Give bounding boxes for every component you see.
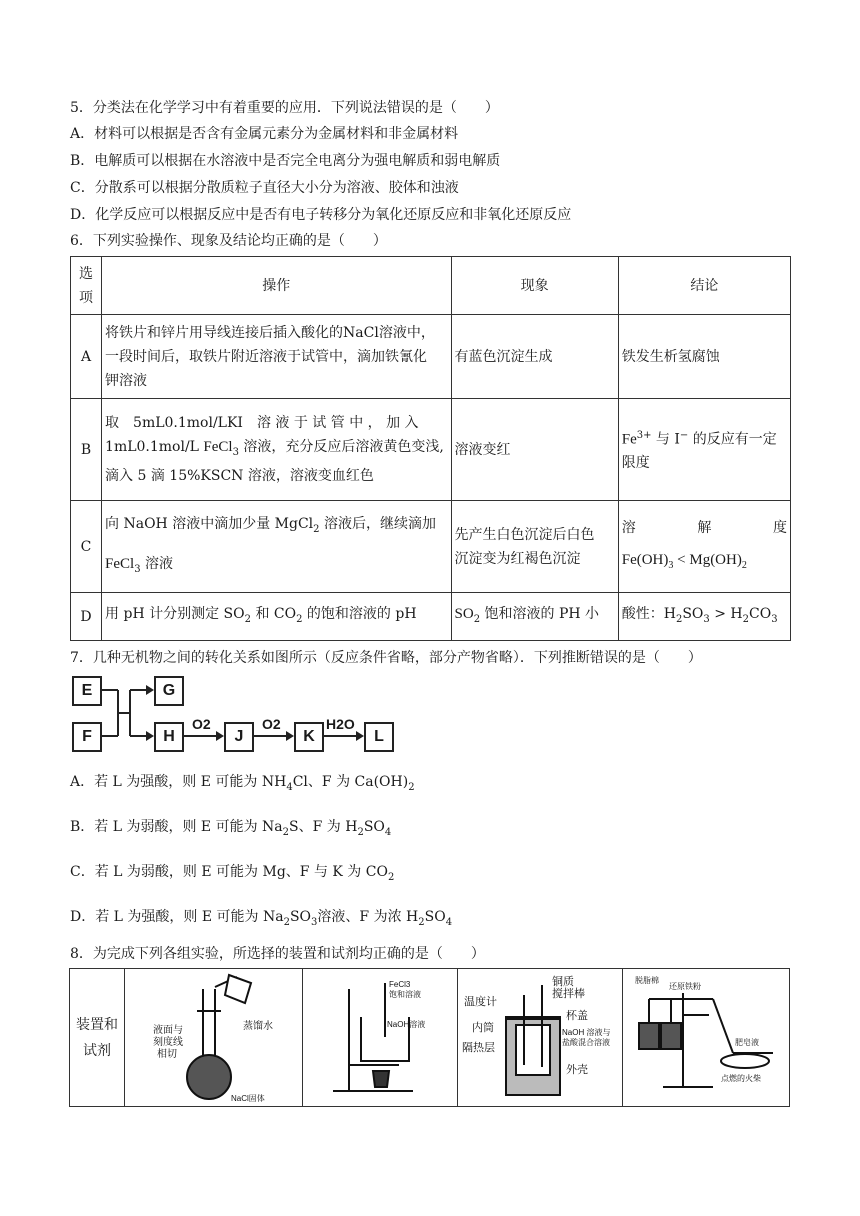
fig2-label-2: 饱和溶液 [389, 990, 421, 999]
q7-a-t1: A．若 L 为强酸，则 E 可能为 NH [70, 774, 287, 790]
q6-row-c-op-text: 向 NaOH 溶液中滴加少量 MgCl [105, 515, 314, 532]
q6-row-b-charge-i: − [679, 429, 689, 441]
q6-row-b-op-line3: 滴入 5 滴 15%KSCN 溶液，溶液变血红色 [105, 468, 374, 485]
q6-row-d-c2: 2 [675, 613, 683, 625]
q6-header-row [71, 257, 791, 315]
q6-row-d-c8: 3 [771, 613, 778, 625]
q6-header-conclusion: 结论 [618, 257, 790, 315]
q8-label-line1: 装置和 [76, 1016, 118, 1033]
q6-row-c-formula2: < Mg(OH) [673, 551, 742, 568]
fig1-label-1: 液面与 [153, 1025, 183, 1036]
q7-label-o2-first: O2 [192, 716, 211, 732]
fig4-label-1: 脱脂棉 [635, 976, 659, 985]
q7-b-t1: B．若 L 为弱酸，则 E 可能为 Na [70, 819, 283, 835]
q6-row-d-c1: 酸性：H [621, 605, 676, 622]
q6-row-b-op-line2 [105, 435, 447, 465]
q6-row-b-subscript: 3 [232, 446, 239, 458]
fig3-label-9: 盐酸混合溶液 [562, 1038, 610, 1047]
q6-row-c-conc-line2 [622, 548, 787, 578]
q7-box-j: J [224, 722, 254, 752]
q6-row-d [71, 593, 791, 641]
q7-box-g: G [154, 676, 184, 706]
fig3-label-6: 隔热层 [462, 1042, 495, 1054]
fig3-label-4: 杯盖 [566, 1010, 588, 1022]
q6-row-c-op-text3: 溶液 [140, 555, 174, 572]
q7-b-s2: 2 [357, 826, 364, 838]
q7-d-s4: 4 [445, 916, 453, 928]
q6-header-option-line2: 项 [79, 289, 94, 306]
q7-box-k: K [294, 722, 324, 752]
iron-steam-figure [623, 969, 789, 1106]
fig4-label-3: 肥皂液 [735, 1038, 759, 1047]
q7-option-d [70, 907, 452, 933]
fig3-label-1: 温度计 [464, 996, 497, 1008]
q6-row-b-op-text: 1mL0.1mol/L [105, 438, 204, 455]
fig3-label-3: 搅拌棒 [552, 988, 585, 1000]
q6-row-d-conclusion [618, 593, 790, 641]
q7-d-t4: SO [424, 909, 446, 925]
q6-row-b-conclusion [618, 399, 790, 501]
q6-stem: 6．下列实验操作、现象及结论均正确的是（ ） [70, 233, 387, 249]
q6-row-c-ph-line2: 沉淀变为红褐色沉淀 [454, 550, 581, 567]
fig1-label-3: 相切 [157, 1049, 177, 1060]
q7-label-o2-second: O2 [262, 716, 281, 732]
beaker-heating-figure [303, 969, 457, 1106]
q7-b-s1: 2 [282, 826, 290, 838]
q7-box-e: E [72, 676, 102, 706]
q6-row-a-op-line1: 将铁片和锌片用导线连接后插入酸化的NaCl溶液中， [105, 324, 435, 341]
q6-row-d-c7: CO [749, 605, 772, 622]
q5-option-c: C．分散系可以根据分散质粒子直径大小分为溶液、胶体和浊液 [70, 180, 459, 196]
q6-row-b-charge-fe: 3+ [636, 429, 652, 441]
fig3-label-7: 外壳 [566, 1064, 588, 1076]
q7-option-a [70, 772, 415, 798]
q8-apparatus-4 [623, 969, 790, 1107]
q8-apparatus-3 [458, 969, 623, 1107]
q6-row-c-sub1: 3 [668, 559, 674, 571]
fig1-label-2: 刻度线 [153, 1037, 183, 1048]
q6-row-a-op-line2: 一段时间后，取铁片附近溶液于试管中，滴加铁氰化 [105, 348, 428, 365]
fig2-label-1: FeCl3 [389, 980, 411, 989]
q6-row-d-ph2: 饱和溶液的 PH 小 [480, 605, 600, 622]
fig3-label-2: 铜质 [552, 976, 574, 988]
q6-row-c-word3: 度 [772, 519, 787, 536]
q6-header-option-line1: 选 [79, 265, 94, 282]
calorimeter-figure [458, 969, 622, 1106]
fig4-label-4: 点燃的火柴 [721, 1074, 761, 1083]
q7-d-s3: 2 [418, 916, 425, 928]
q7-b-t2: S、F 为 H [289, 819, 358, 835]
q7-option-b [70, 817, 391, 843]
q6-row-c-operation [102, 501, 451, 593]
q6-row-a-op-line3: 钾溶液 [105, 372, 148, 389]
q6-row-c-subscript2: 3 [134, 563, 141, 575]
q6-row-c-conc-line1 [622, 516, 787, 540]
q6-row-b-conc-line1 [622, 424, 787, 452]
q6-header-phenomenon: 现象 [451, 257, 618, 315]
q6-header-operation: 操作 [102, 257, 451, 315]
q7-stem: 7．几种无机物之间的转化关系如图所示（反应条件省略，部分产物省略）．下列推断错误的是（ ） [70, 650, 702, 666]
q6-row-a-phenomenon: 有蓝色沉淀生成 [451, 315, 618, 399]
q6-row-c-option: C [71, 501, 102, 593]
q6-row-d-t3: 的饱和溶液的 pH [302, 605, 417, 622]
q6-row-c-op-line1 [105, 512, 447, 542]
q6-row-d-c6: 2 [742, 613, 749, 625]
q8-table [69, 968, 790, 1107]
q6-row-b-op-line1: 取 5mL0.1mol/LKI 溶 液 于 试 管 中 ， 加 入 [105, 414, 419, 431]
q6-row-a-option: A [71, 315, 102, 399]
fig1-label-5: NaCl固体 [231, 1094, 265, 1103]
q7-c-s1: 2 [387, 871, 395, 883]
q6-row-d-c4: 3 [703, 613, 710, 625]
q6-row-c-formula: FeCl [105, 555, 135, 572]
q7-d-s2: 3 [311, 916, 318, 928]
q6-row-a-operation [102, 315, 451, 399]
q6-row-d-t2: 和 CO [251, 605, 297, 622]
q5-option-d: D．化学反应可以根据反应中是否有电子转移分为氧化还原反应和非氧化还原反应 [70, 207, 572, 223]
q6-row-c-word2: 解 [697, 519, 712, 536]
q8-row-label [70, 969, 125, 1107]
q6-row-b [71, 399, 791, 501]
q6-row-c [71, 501, 791, 593]
fig3-label-5: 内筒 [472, 1022, 494, 1034]
q6-row-a [71, 315, 791, 399]
q6-row-c-ph-line1: 先产生白色沉淀后白色 [454, 526, 595, 543]
fig2-label-3: NaOH溶液 [387, 1020, 426, 1029]
q7-c-t1: C．若 L 为弱酸，则 E 可能为 Mg、F 与 K 为 CO [70, 864, 388, 880]
q6-row-c-formula1: Fe(OH) [621, 551, 669, 568]
q6-row-b-ion-i: 与 I [651, 431, 680, 448]
q6-row-b-option: B [71, 399, 102, 501]
q7-conversion-diagram [70, 676, 400, 754]
q6-row-d-s2: 2 [296, 613, 303, 625]
q8-stem: 8．为完成下列各组实验，所选择的装置和试剂均正确的是（ ） [70, 946, 485, 962]
q6-table [70, 256, 791, 641]
q7-b-s3: 4 [384, 826, 392, 838]
q5-stem: 5．分类法在化学学习中有着重要的应用．下列说法错误的是（ ） [70, 100, 499, 116]
q6-row-d-s1: 2 [244, 613, 251, 625]
q5-option-a: A．材料可以根据是否含有金属元素分为金属材料和非金属材料 [70, 126, 459, 142]
q6-row-b-formula: FeCl [203, 438, 233, 455]
q7-d-t3: 溶液、F 为浓 H [317, 909, 419, 925]
q7-option-c [70, 862, 394, 888]
q7-a-s2: 2 [408, 781, 415, 793]
q6-row-b-op-text2: 溶液，充分反应后溶液黄色变浅, [238, 438, 444, 455]
q6-row-d-ph1: SO [454, 605, 474, 622]
q6-row-d-c3: SO [682, 605, 704, 622]
q6-row-d-option: D [71, 593, 102, 641]
q7-box-f: F [72, 722, 102, 752]
q7-a-t2: Cl、F 为 Ca(OH) [292, 774, 409, 790]
q6-row-a-conclusion: 铁发生析氢腐蚀 [618, 315, 790, 399]
q6-row-c-word1: 溶 [621, 519, 636, 536]
q8-apparatus-1 [125, 969, 303, 1107]
q6-row-d-operation [102, 593, 451, 641]
q6-row-c-sub2: 2 [741, 559, 747, 571]
q7-d-t1: D．若 L 为强酸，则 E 可能为 Na [70, 909, 284, 925]
q8-apparatus-2 [303, 969, 458, 1107]
fig3-label-8: NaOH 溶液与 [562, 1028, 611, 1037]
q6-row-d-phenomenon [451, 593, 618, 641]
q7-d-t2: SO [289, 909, 312, 925]
q6-row-c-op-line2 [105, 552, 447, 582]
fig4-label-2: 还原铁粉 [669, 982, 701, 991]
q7-a-s1: 4 [286, 781, 293, 793]
q6-row-b-ion-fe: Fe [621, 431, 637, 448]
q6-row-c-subscript: 2 [313, 523, 320, 535]
q7-label-h2o: H2O [326, 716, 355, 732]
volumetric-flask-figure [125, 969, 302, 1106]
q6-row-b-phenomenon: 溶液变红 [451, 399, 618, 501]
q6-row-d-c5: > H [709, 605, 743, 622]
q7-d-s1: 2 [283, 916, 290, 928]
q5-option-b: B．电解质可以根据在水溶液中是否完全电离分为强电解质和弱电解质 [70, 153, 501, 169]
q7-box-h: H [154, 722, 184, 752]
q6-row-c-conclusion [618, 501, 790, 593]
q6-header-option [71, 257, 102, 315]
q6-row-b-conc-line2: 限度 [621, 455, 650, 472]
q6-row-d-t1: 用 pH 计分别测定 SO [105, 605, 245, 622]
q7-b-t3: SO [363, 819, 385, 835]
fig1-label-4: 蒸馏水 [243, 1021, 273, 1032]
q6-row-d-ph-sub: 2 [473, 613, 481, 625]
q6-row-c-op-text2: 溶液后，继续滴加 [319, 515, 436, 532]
q6-row-b-operation [102, 399, 451, 501]
q7-box-l: L [364, 722, 394, 752]
q6-row-c-phenomenon [451, 501, 618, 593]
q8-label-line2: 试剂 [83, 1042, 111, 1059]
q6-row-b-conc-text: 的反应有一定 [688, 431, 777, 448]
